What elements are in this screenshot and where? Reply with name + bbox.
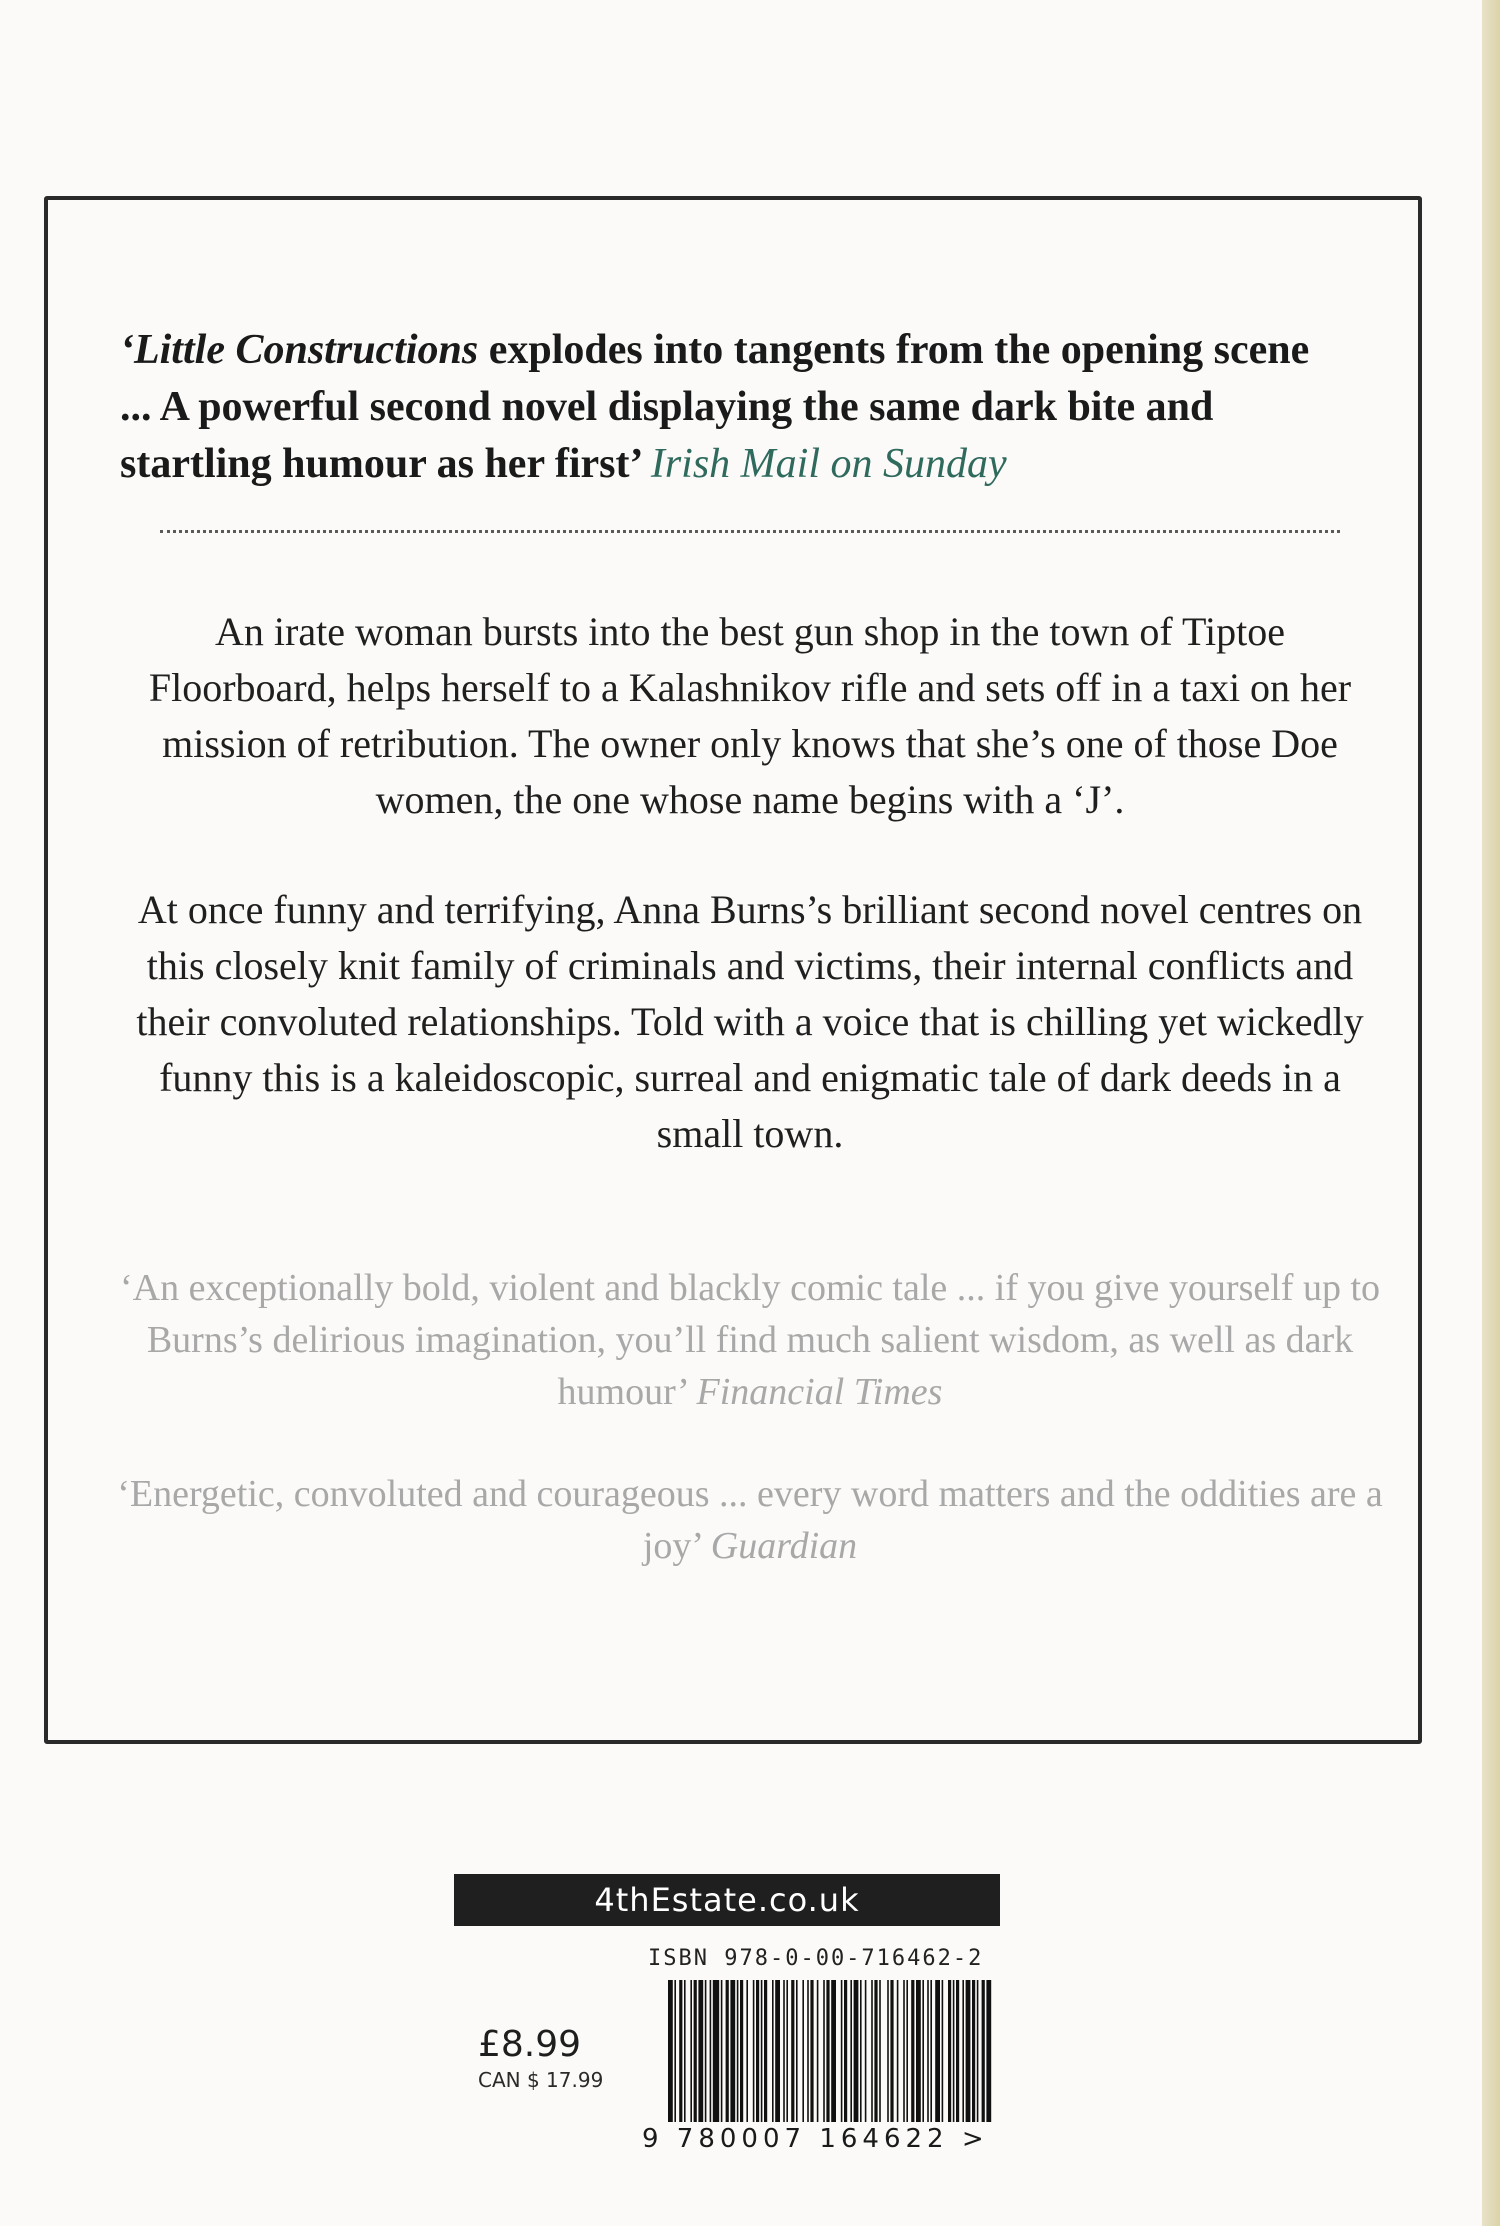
barcode-bar <box>783 1980 785 2122</box>
barcode-bar <box>831 1980 836 2122</box>
barcode-bar <box>826 1980 829 2122</box>
isbn-label: ISBN 978-0-00-716462-2 <box>648 1946 984 1971</box>
barcode-bar <box>786 1980 788 2122</box>
review-quote-1 <box>110 1262 1390 1418</box>
barcode-bar <box>817 1980 819 2122</box>
synopsis-paragraph-2: At once funny and terrifying, Anna Burns’s brilliant second novel centres on this closely knit family of criminals and victims, their internal conflicts and their convoluted relationships. Told with a voice that is chilling yet wickedly funny this is a kaleidoscopic, surreal and enigmatic tale of dark deeds in a small town. <box>136 887 1364 1156</box>
quote-source: Irish Mail on Sunday <box>650 441 1007 487</box>
barcode <box>664 1980 992 2122</box>
barcode-bar <box>972 1980 975 2122</box>
barcode-bar <box>823 1980 825 2122</box>
barcode-bar <box>962 1980 964 2122</box>
synopsis-paragraph-1: An irate woman bursts into the best gun shop in the town of Tiptoe Floorboard, helps herself to a Kalashnikov rifle and sets off in a taxi on her mission of retribution. The owner only knows that she’s one of those Doe women, the one whose name begins with a ‘J’. <box>148 609 1352 822</box>
barcode-bar <box>911 1980 914 2122</box>
barcode-bar <box>694 1980 697 2122</box>
barcode-bar <box>807 1980 809 2122</box>
barcode-bar <box>802 1980 804 2122</box>
barcode-bar <box>684 1980 686 2122</box>
barcode-bar <box>948 1980 951 2122</box>
barcode-bar <box>761 1980 763 2122</box>
barcode-bar <box>916 1980 921 2122</box>
barcode-bar <box>698 1980 703 2122</box>
review-quote-2 <box>110 1468 1390 1572</box>
barcode-bar <box>740 1980 743 2122</box>
barcode-bar <box>903 1980 905 2122</box>
barcode-bar <box>890 1980 893 2122</box>
price-uk: £8.99 <box>478 2024 582 2065</box>
barcode-bar <box>737 1980 739 2122</box>
barcode-bar <box>986 1980 991 2122</box>
barcode-bar <box>953 1980 955 2122</box>
review-source: Guardian <box>710 1525 858 1567</box>
barcode-bar <box>850 1980 852 2122</box>
barcode-bar <box>977 1980 979 2122</box>
barcode-bar <box>753 1980 755 2122</box>
barcode-bar <box>844 1980 847 2122</box>
barcode-bar <box>791 1980 794 2122</box>
review-text: ‘An exceptionally bold, violent and blackly comic tale ... if you give yourself up to Burns’s delirious imagination, you’ll find much salient wisdom, as well as dark humour’ <box>119 1267 1380 1413</box>
barcode-bar <box>710 1980 712 2122</box>
barcode-bar <box>860 1980 862 2122</box>
barcode-bar <box>930 1980 932 2122</box>
barcode-bar <box>775 1980 780 2122</box>
barcode-bar <box>956 1980 959 2122</box>
barcode-bar <box>674 1980 676 2122</box>
barcode-digits: 9 780007 164622 > <box>642 2124 989 2154</box>
barcode-bar <box>713 1980 719 2122</box>
barcode-bar <box>922 1980 924 2122</box>
quote-book-title: ‘Little Constructions <box>120 327 479 373</box>
lead-quote <box>120 322 1340 493</box>
barcode-bar <box>668 1980 673 2122</box>
barcode-bar <box>854 1980 859 2122</box>
barcode-bar <box>935 1980 940 2122</box>
barcode-bar <box>810 1980 813 2122</box>
barcode-bar <box>772 1980 774 2122</box>
review-text: ‘Energetic, convoluted and courageous ... every word matters and the oddities are a joy’ <box>117 1473 1383 1567</box>
barcode-bar <box>764 1980 767 2122</box>
barcode-bar <box>906 1980 908 2122</box>
barcode-bar <box>796 1980 798 2122</box>
price-canada: CAN $ 17.99 <box>478 2068 604 2092</box>
book-spine-edge <box>1482 0 1500 2226</box>
barcode-bar <box>726 1980 729 2122</box>
review-source: Financial Times <box>696 1371 943 1413</box>
barcode-bar <box>942 1980 944 2122</box>
barcode-bar <box>927 1980 929 2122</box>
barcode-bar <box>966 1980 971 2122</box>
barcode-bar <box>982 1980 985 2122</box>
quote-text: explodes into tangents from the opening scene ... A powerful second novel displaying the same dark bite and startling humour as her first’ <box>120 327 1310 487</box>
barcode-bar <box>887 1980 889 2122</box>
barcode-bar <box>841 1980 843 2122</box>
publisher-website: 4thEstate.co.uk <box>454 1874 1000 1926</box>
barcode-bar <box>874 1980 877 2122</box>
barcode-bar <box>865 1980 867 2122</box>
barcode-bar <box>679 1980 682 2122</box>
barcode-bar <box>730 1980 735 2122</box>
barcode-bar <box>897 1980 899 2122</box>
barcode-bar <box>690 1980 692 2122</box>
barcode-bar <box>721 1980 723 2122</box>
barcode-bar <box>756 1980 759 2122</box>
barcode-bar <box>879 1980 881 2122</box>
barcode-bar <box>705 1980 707 2122</box>
barcode-bar <box>871 1980 873 2122</box>
barcode-bar <box>746 1980 748 2122</box>
divider-rule <box>160 530 1340 533</box>
